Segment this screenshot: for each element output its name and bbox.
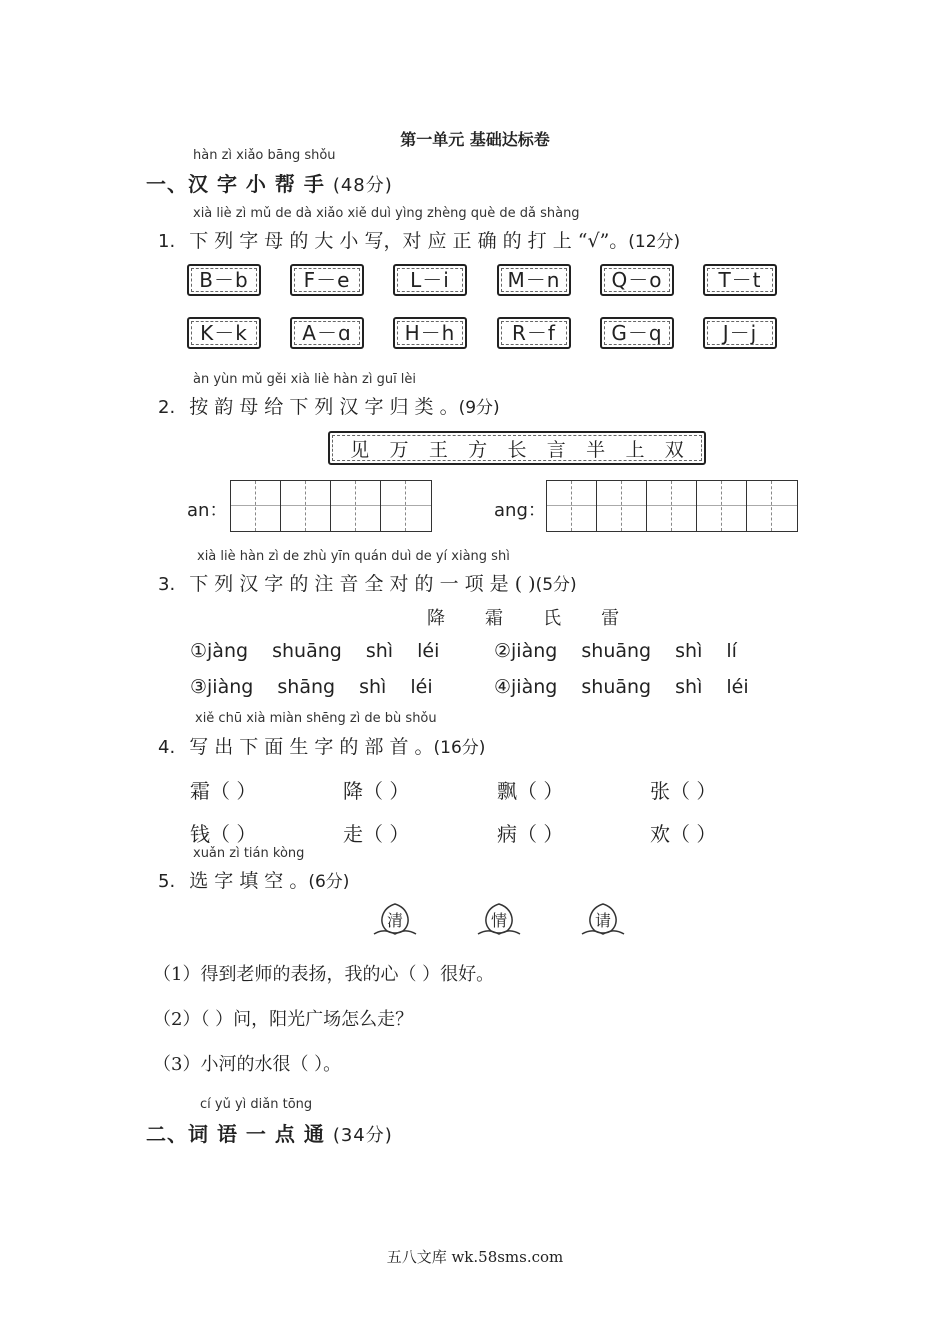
q2-number: 2. <box>158 397 176 418</box>
radical-item[interactable]: 霜（ ） <box>190 779 257 803</box>
letter-pair[interactable]: A－ɑ <box>290 317 364 349</box>
char-item: 方 <box>468 438 488 461</box>
radical-item[interactable]: 欢（ ） <box>650 822 717 846</box>
char-item: 上 <box>625 438 645 461</box>
letter-pair[interactable]: M－n <box>497 264 571 296</box>
radical-item[interactable]: 飘（ ） <box>497 779 564 803</box>
letter-pair[interactable]: Q－o <box>600 264 674 296</box>
page-title: 第一单元 基础达标卷 <box>400 130 550 149</box>
q2-pinyin: àn yùn mǔ gěi xià liè hàn zì guī lèi <box>193 372 417 387</box>
char-item: 半 <box>586 438 606 461</box>
sentence-2[interactable]: （2）（ ）问，阳光广场怎么走？ <box>153 1009 414 1030</box>
option-1[interactable]: ①jàng shuāng shì léi <box>190 640 440 662</box>
q4-pinyin: xiě chū xià miàn shēng zì de bù shǒu <box>195 711 437 726</box>
char-item: 双 <box>664 438 684 461</box>
q1-text: 下 列 字 母 的 大 小 写，对 应 正 确 的 打 上 “√”。 <box>189 230 629 252</box>
q5-points: (6分) <box>308 872 350 892</box>
sentence-1[interactable]: （1）得到老师的表扬，我的心（ ）很好。 <box>153 964 495 985</box>
q5-number: 5. <box>158 871 176 892</box>
letter-pair[interactable]: H－h <box>393 317 467 349</box>
char-item: 长 <box>507 438 527 461</box>
section2-label: 二、词 语 一 点 通 <box>146 1122 325 1146</box>
option-4[interactable]: ④jiàng shuāng shì léi <box>494 676 749 698</box>
q4-question <box>158 732 485 759</box>
option-2[interactable]: ②jiàng shuāng shì lí <box>494 640 737 662</box>
radical-item[interactable]: 病（ ） <box>497 822 564 846</box>
section1-label: 一、汉 字 小 帮 手 <box>146 172 325 196</box>
peach-choice <box>476 900 522 940</box>
footer-watermark: 五八文库 wk.58sms.com <box>386 1248 564 1266</box>
q5-text: 选 字 填 空 。 <box>189 870 309 892</box>
letter-pair[interactable]: G－q <box>600 317 674 349</box>
section2-pinyin: cí yǔ yì diǎn tōng <box>200 1097 313 1112</box>
an-label: an： <box>187 500 228 521</box>
q3-characters: 降 霜 氏 雷 <box>427 608 620 629</box>
q5-pinyin: xuǎn zì tián kòng <box>193 846 305 861</box>
q4-points: (16分) <box>433 738 486 758</box>
letter-pair[interactable]: T－t <box>703 264 777 296</box>
char-item: 言 <box>546 438 566 461</box>
sentence-3[interactable]: （3）小河的水很（ ）。 <box>153 1054 342 1075</box>
q2-points: (9分) <box>458 398 500 418</box>
section1-points: (48分) <box>332 175 393 196</box>
q1-question <box>158 226 680 253</box>
letter-pair[interactable]: R－f <box>497 317 571 349</box>
q1-points: (12分) <box>628 232 681 252</box>
letter-pair[interactable]: F－e <box>290 264 364 296</box>
letter-pair[interactable]: L－i <box>393 264 467 296</box>
radical-item[interactable]: 张（ ） <box>650 779 717 803</box>
peach-choice <box>372 900 418 940</box>
q4-number: 4. <box>158 737 176 758</box>
ang-writing-grid[interactable] <box>546 480 798 532</box>
q3-text: 下 列 汉 字 的 注 音 全 对 的 一 项 是 ( ) <box>189 573 536 595</box>
ang-label: ang： <box>494 500 546 521</box>
q3-pinyin: xià liè hàn zì de zhù yīn quán duì de yí xiàng shì <box>197 549 510 564</box>
q3-points: (5分) <box>535 575 577 595</box>
char-item: 万 <box>389 438 409 461</box>
section1-heading <box>146 168 393 197</box>
q3-question <box>158 569 577 596</box>
char-item: 见 <box>350 438 370 461</box>
section2-points: (34分) <box>332 1125 393 1146</box>
peach-choice <box>580 900 626 940</box>
character-box <box>328 431 706 465</box>
radical-item[interactable]: 钱（ ） <box>190 822 257 846</box>
q4-text: 写 出 下 面 生 字 的 部 首 。 <box>189 736 434 758</box>
q5-question <box>158 866 349 893</box>
choice-char: 请 <box>594 911 611 930</box>
choice-char: 清 <box>386 911 403 930</box>
q1-pinyin: xià liè zì mǔ de dà xiǎo xiě duì yìng zhèng què de dǎ shàng <box>193 206 580 221</box>
section1-pinyin: hàn zì xiǎo bāng shǒu <box>193 148 336 163</box>
char-item: 王 <box>428 438 448 461</box>
radical-item[interactable]: 走（ ） <box>343 822 410 846</box>
choice-char: 情 <box>490 911 507 930</box>
an-writing-grid[interactable] <box>230 480 432 532</box>
q2-text: 按 韵 母 给 下 列 汉 字 归 类 。 <box>189 396 459 418</box>
letter-pair[interactable]: J－j <box>703 317 777 349</box>
q1-number: 1. <box>158 231 176 252</box>
radical-item[interactable]: 降（ ） <box>343 779 410 803</box>
q2-question <box>158 392 500 419</box>
option-3[interactable]: ③jiàng shāng shì léi <box>190 676 433 698</box>
letter-pair[interactable]: B－b <box>187 264 261 296</box>
q3-number: 3. <box>158 574 176 595</box>
letter-pair[interactable]: K－k <box>187 317 261 349</box>
section2-heading <box>146 1118 393 1147</box>
